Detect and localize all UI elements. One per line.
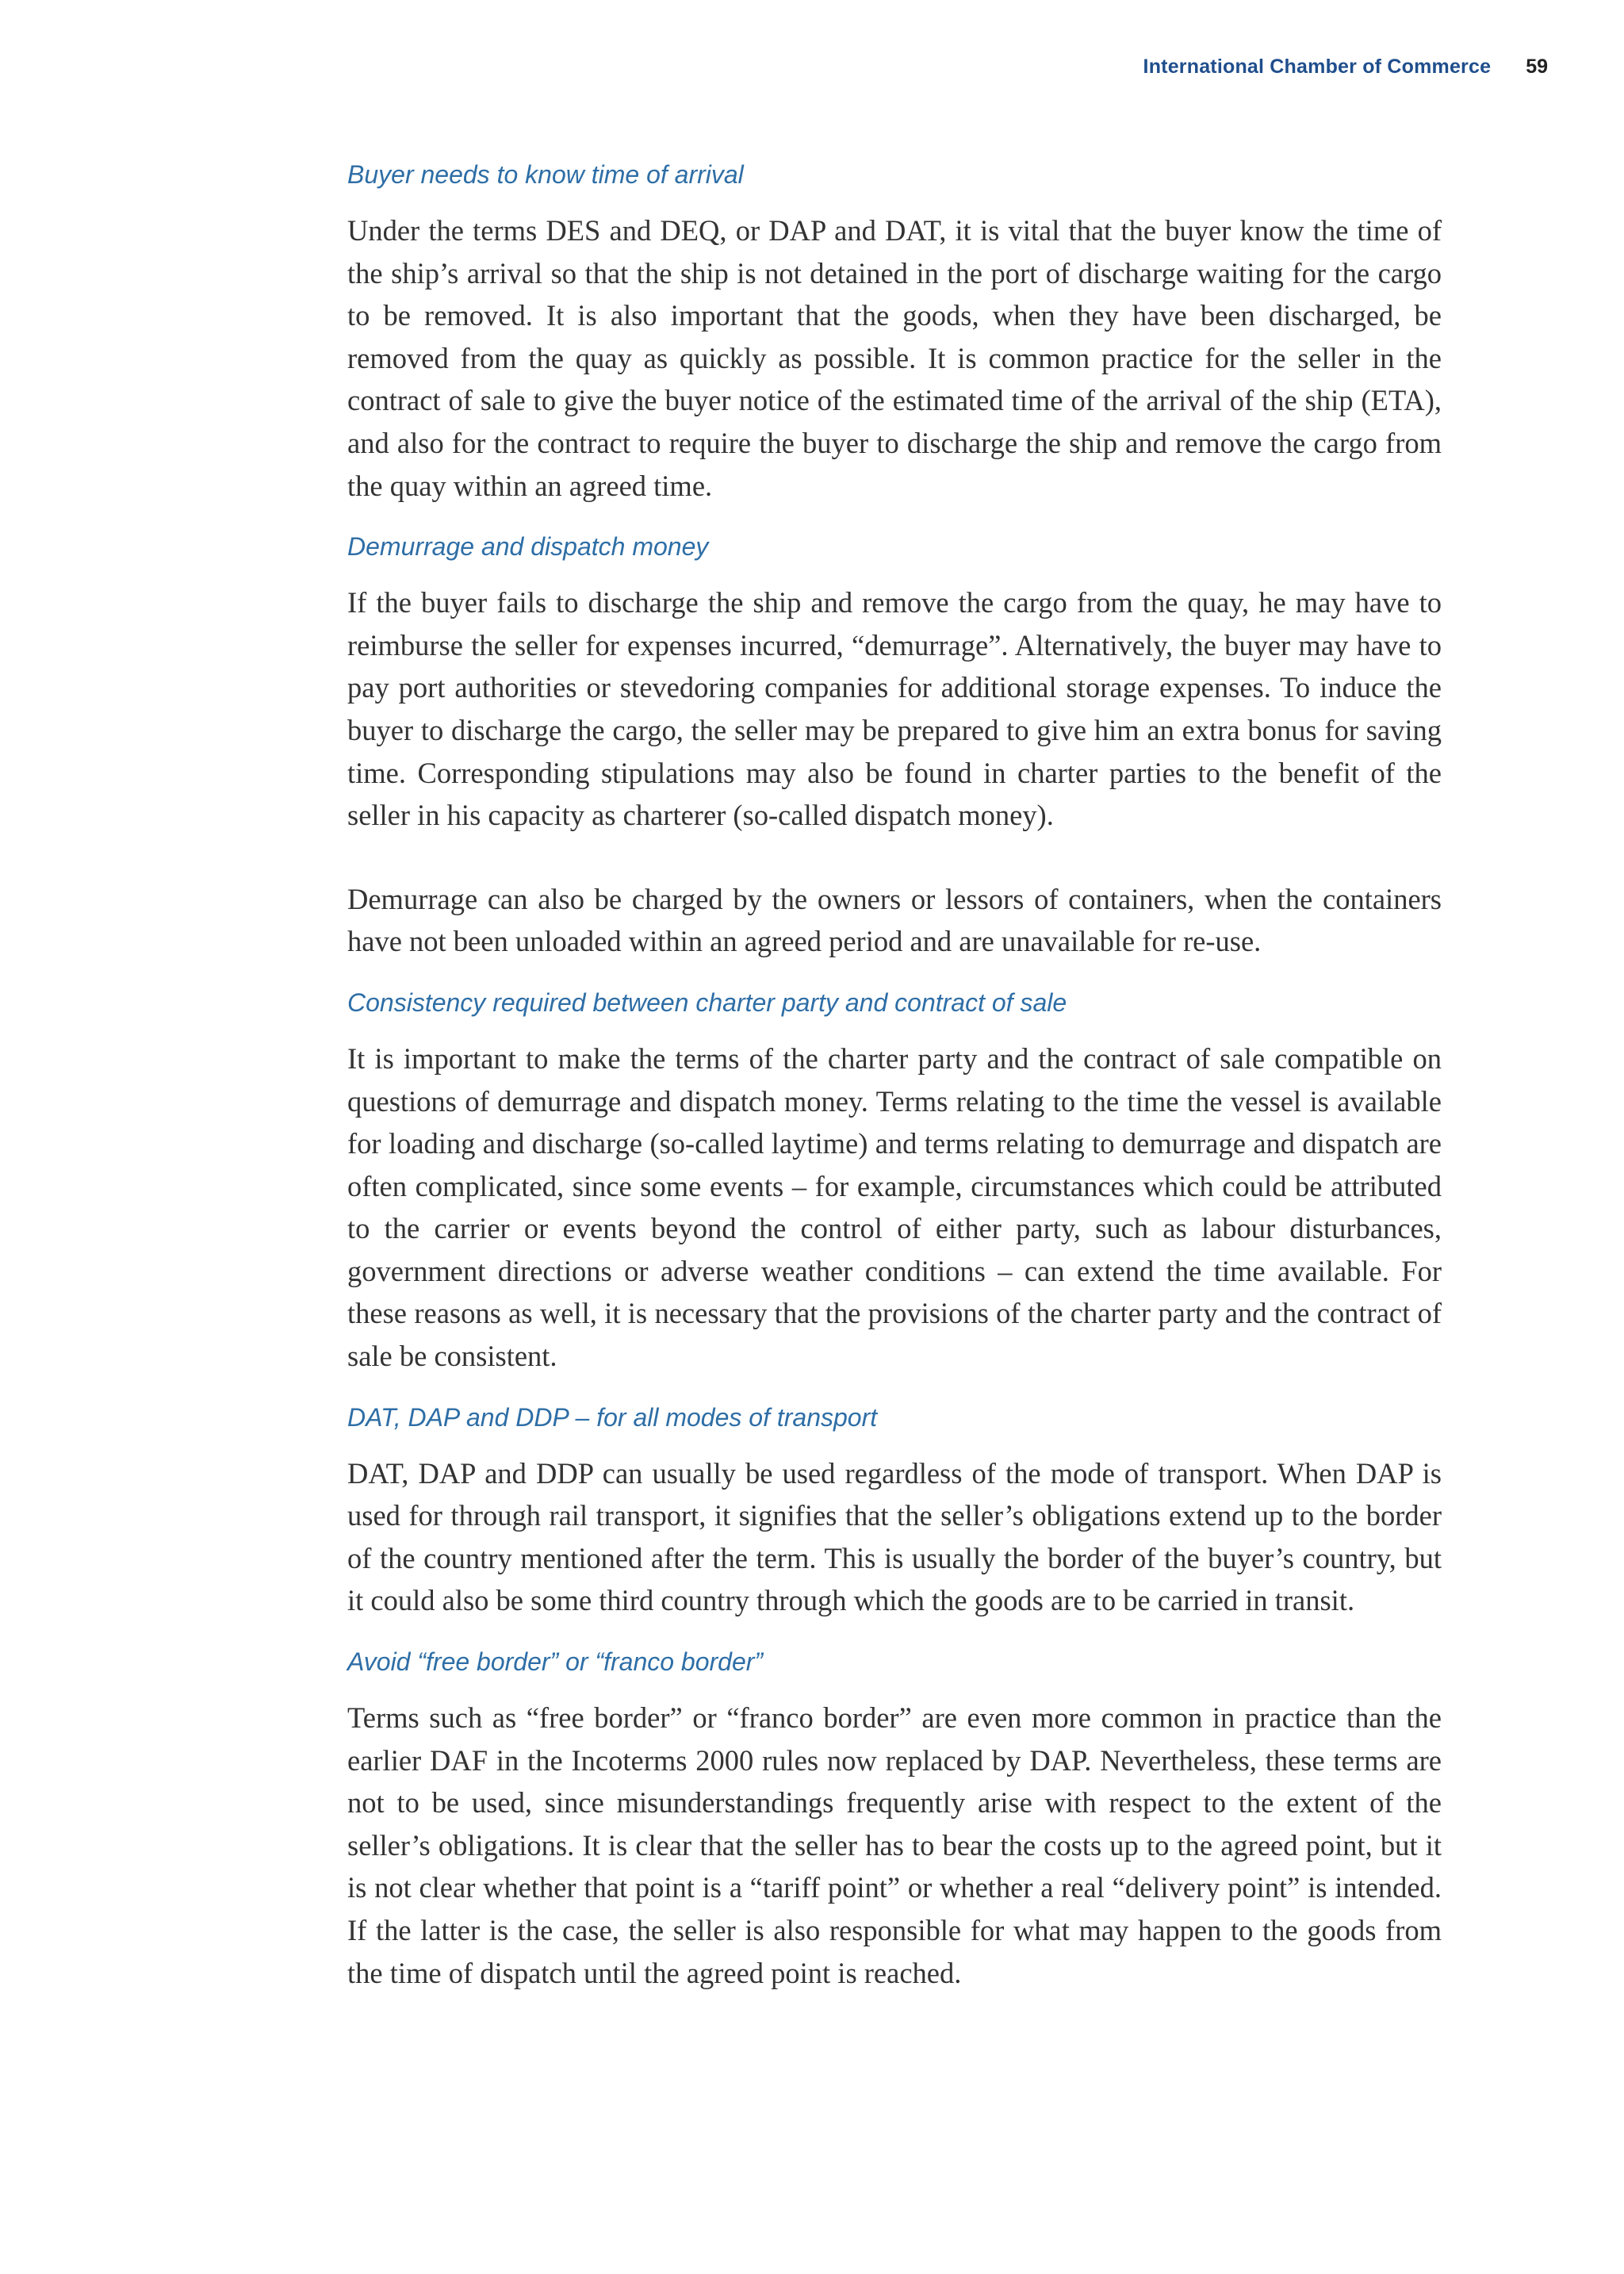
body-paragraph: DAT, DAP and DDP can usually be used regardless of the mode of transport. When DAP is used for through rail transport, it signifies that the seller’s obligations extend up to the border of the country mentioned after the term. This is usually the border of the buyer’s country, but it could also be some third country through which the goods are to be carried in transit. xyxy=(347,1456,1442,1617)
header-organization: International Chamber of Commerce xyxy=(1143,55,1492,78)
section-heading: DAT, DAP and DDP – for all modes of transport xyxy=(347,1402,878,1432)
body-paragraph: Demurrage can also be charged by the owners or lessors of containers, when the containers have not been unloaded within an agreed period and are unavailable for re-use. xyxy=(347,882,1442,958)
section-dat-dap-ddp xyxy=(347,1402,1442,1622)
section-heading: Consistency required between charter party and contract of sale xyxy=(347,987,1067,1017)
section-free-border xyxy=(347,1646,1442,1994)
body-paragraph: If the buyer fails to discharge the ship and remove the cargo from the quay, he may have to reimburse the seller for expenses incurred, “demurrage”. Alternatively, the buyer may have to pay port authorities or stevedoring companies for additional storage expenses. To induce the buyer to discharge the cargo, the seller may be prepared to give him an extra bonus for saving time. Corresponding stipulations may also be found in charter parties to the benefit of the seller in his capacity as charterer (so-called dispatch money). xyxy=(347,586,1442,832)
section-heading: Demurrage and dispatch money xyxy=(347,532,709,562)
page-body xyxy=(347,159,1442,1994)
section-demurrage xyxy=(347,531,1442,963)
page-number: 59 xyxy=(1526,55,1548,78)
body-paragraph: Terms such as “free border” or “franco border” are even more common in practice than the earlier DAF in the Incoterms 2000 rules now replaced by DAP. Nevertheless, these terms are not to be used, since misunderstandings frequently arise with respect to the extent of the seller’s obligations. It is clear that the seller has to bear the costs up to the agreed point, but it is not clear whether that point is a “tariff point” or whether a real “delivery point” is intended. If the latter is the case, the seller is also responsible for what may happen to the goods from the time of dispatch until the agreed point is reached. xyxy=(347,1701,1442,1989)
body-paragraph: Under the terms DES and DEQ, or DAP and DAT, it is vital that the buyer know the time of the ship’s arrival so that the ship is not detained in the port of discharge waiting for the cargo to be removed. It is also important that the goods, when they have been discharged, be removed from the quay as quickly as possible. It is common practice for the seller in the contract of sale to give the buyer notice of the estimated time of the arrival of the ship (ETA), and also for the contract to require the buyer to discharge the ship and remove the cargo from the quay within an agreed time. xyxy=(347,214,1442,502)
section-heading: Avoid “free border” or “franco border” xyxy=(347,1647,764,1677)
body-paragraph: It is important to make the terms of the charter party and the contract of sale compatible on questions of demurrage and dispatch money. Terms relating to the time the vessel is available for loading and discharge (so-called laytime) and terms relating to demurrage and dispatch are often complicated, since some events – for example, circumstances which could be attributed to the carrier or events beyond the control of either party, such as labour disturbances, government directions or adverse weather conditions – can extend the time available. For these reasons as well, it is necessary that the provisions of the charter party and the contract of sale be consistent. xyxy=(347,1041,1442,1373)
section-consistency xyxy=(347,987,1442,1378)
running-header xyxy=(1143,52,1548,81)
section-buyer-arrival xyxy=(347,159,1442,507)
section-heading: Buyer needs to know time of arrival xyxy=(347,160,744,189)
